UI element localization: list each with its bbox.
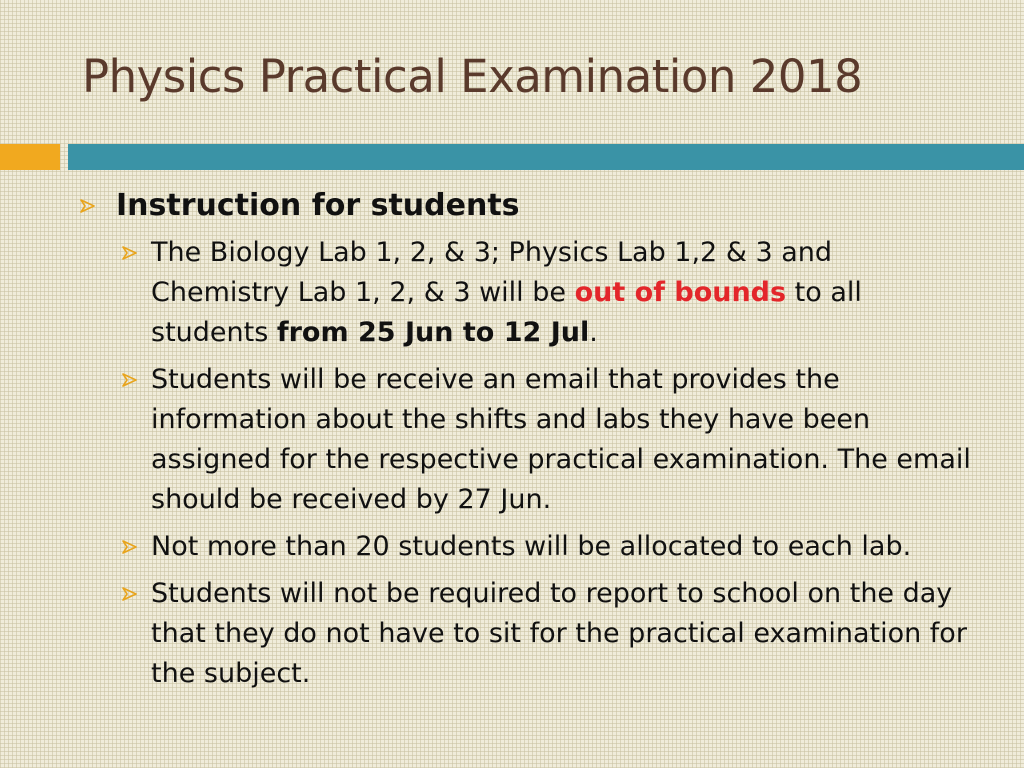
bullet-2-text: Students will be receive an email that provides the information about the shifts and labs they have been assigned for the respective practical examination. The email should be received by 27 Jun.: [151, 364, 971, 515]
bullet-heading: [78, 186, 978, 226]
bullet-1-suffix: .: [589, 317, 598, 348]
bullet-arrow-icon: [80, 186, 96, 226]
slide-content: [78, 186, 978, 694]
bullet-item-2: [78, 360, 978, 520]
bullet-4-text: Students will not be required to report to school on the day that they do not have to sit for the practical examination for the subject.: [151, 578, 967, 689]
bullet-arrow-icon: [122, 527, 138, 567]
out-of-bounds-highlight: out of bounds: [574, 277, 787, 308]
bullet-arrow-icon: [122, 233, 138, 273]
bullet-1-middle: to all students: [151, 277, 862, 348]
heading-text: Instruction for students: [116, 188, 520, 223]
bullet-arrow-icon: [122, 574, 138, 614]
slide-title: Physics Practical Examination 2018: [82, 50, 863, 103]
title-accent-block: [0, 144, 60, 170]
bullet-arrow-icon: [122, 360, 138, 400]
bullet-item-3: [78, 527, 978, 567]
bullet-item-4: [78, 574, 978, 694]
date-range-bold: from 25 Jun to 12 Jul: [276, 317, 590, 348]
bullet-3-text: Not more than 20 students will be allocated to each lab.: [151, 531, 912, 562]
bullet-1-prefix: The Biology Lab 1, 2, & 3; Physics Lab 1,2 & 3 and Chemistry Lab 1, 2, & 3 will be: [151, 237, 833, 308]
bullet-item-1: [78, 233, 978, 353]
title-underline-bar: [68, 144, 1024, 170]
